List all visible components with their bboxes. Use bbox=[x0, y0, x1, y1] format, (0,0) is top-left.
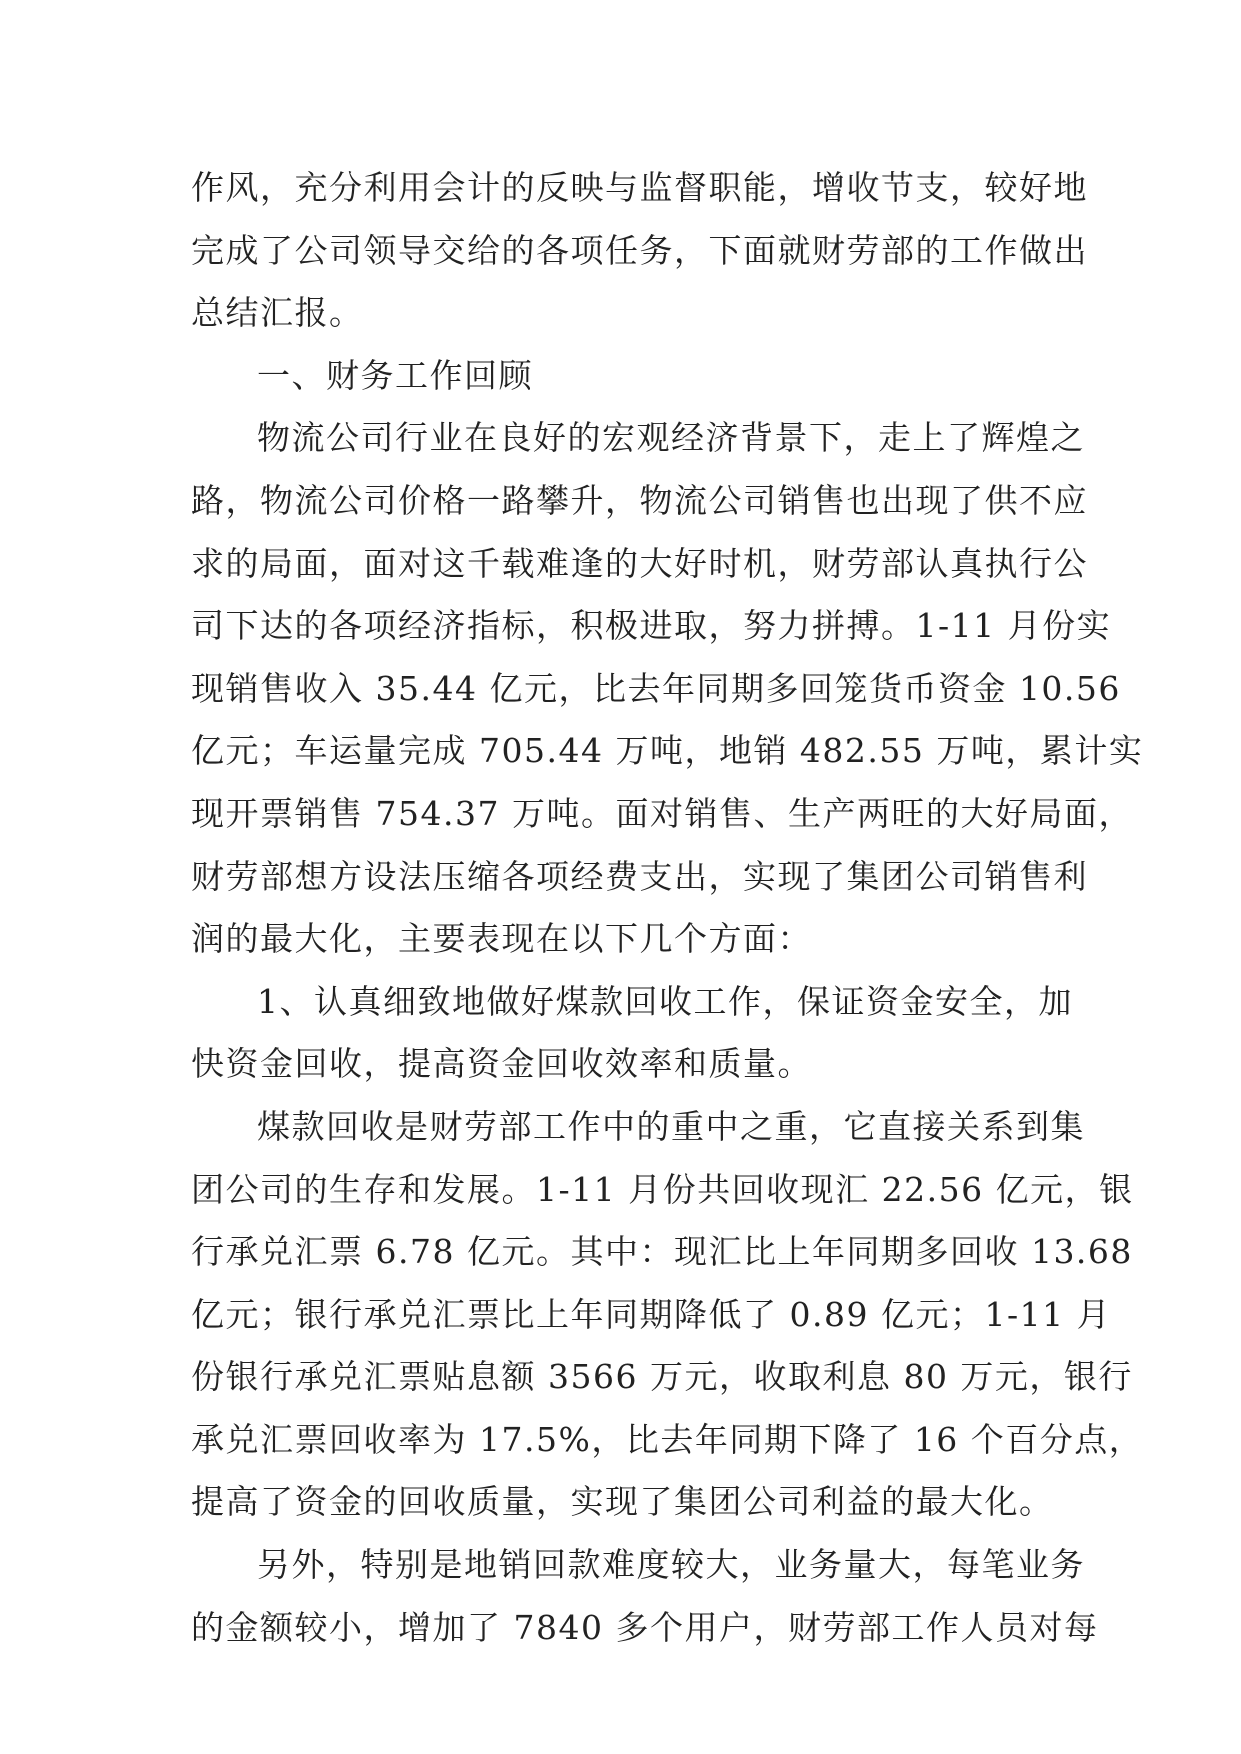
subsection-heading: 1、认真细致地做好煤款回收工作，保证资金安全，加 bbox=[257, 981, 1073, 1021]
text-line: 承兑汇票回收率为 17.5%，比去年同期下降了 16 个百分点， bbox=[191, 1419, 1144, 1459]
text-line: 团公司的生存和发展。1-11 月份共回收现汇 22.56 亿元，银 bbox=[191, 1169, 1134, 1209]
text-line: 财劳部想方设法压缩各项经费支出，实现了集团公司销售利 bbox=[191, 856, 1088, 896]
document-page bbox=[191, 157, 1144, 1647]
text-line: 行承兑汇票 6.78 亿元。其中：现汇比上年同期多回收 13.68 bbox=[191, 1232, 1133, 1272]
text-line: 司下达的各项经济指标，积极进取，努力拼搏。1-11 月份实 bbox=[191, 606, 1112, 646]
text-line: 润的最大化，主要表现在以下几个方面： bbox=[191, 919, 812, 959]
text-line: 另外，特别是地销回款难度较大，业务量大，每笔业务 bbox=[257, 1545, 1085, 1585]
text-line: 现销售收入 35.44 亿元，比去年同期多回笼货币资金 10.56 bbox=[191, 668, 1121, 708]
text-line: 总结汇报。 bbox=[191, 293, 364, 333]
text-line: 亿元；车运量完成 705.44 万吨，地销 482.55 万吨，累计实 bbox=[191, 731, 1144, 771]
text-line: 路，物流公司价格一路攀升，物流公司销售也出现了供不应 bbox=[191, 480, 1088, 520]
text-line: 作风，充分利用会计的反映与监督职能，增收节支，较好地 bbox=[191, 168, 1088, 207]
text-line: 亿元；银行承兑汇票比上年同期降低了 0.89 亿元；1-11 月 bbox=[191, 1294, 1112, 1334]
text-line: 的金额较小，增加了 7840 多个用户，财劳部工作人员对每 bbox=[191, 1607, 1099, 1647]
text-line: 完成了公司领导交给的各项任务，下面就财劳部的工作做出 bbox=[191, 230, 1088, 270]
text-line: 份银行承兑汇票贴息额 3566 万元，收取利息 80 万元，银行 bbox=[191, 1357, 1133, 1397]
text-line: 快资金回收，提高资金回收效率和质量。 bbox=[191, 1044, 812, 1084]
section-heading: 一、财务工作回顾 bbox=[257, 355, 533, 395]
text-line: 煤款回收是财劳部工作中的重中之重，它直接关系到集 bbox=[257, 1106, 1085, 1146]
text-line: 提高了资金的回收质量，实现了集团公司利益的最大化。 bbox=[191, 1482, 1054, 1522]
text-line: 物流公司行业在良好的宏观经济背景下，走上了辉煌之 bbox=[257, 418, 1085, 458]
text-line: 现开票销售 754.37 万吨。面对销售、生产两旺的大好局面， bbox=[191, 793, 1133, 833]
text-line: 求的局面，面对这千载难逢的大好时机，财劳部认真执行公 bbox=[191, 543, 1088, 583]
